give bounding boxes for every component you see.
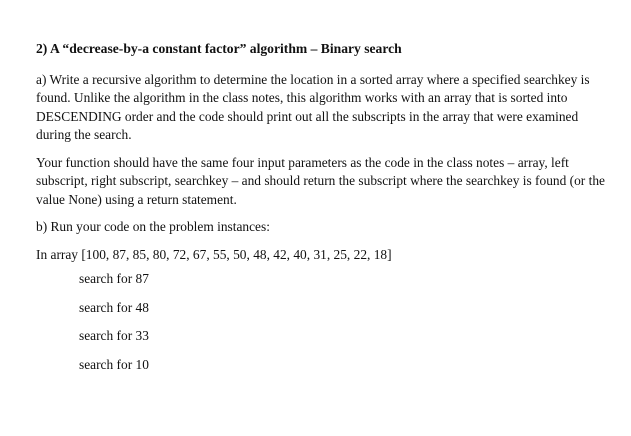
search-instance-48: search for 48 <box>79 299 149 315</box>
search-instances-list <box>36 270 608 384</box>
input-array-line: In array [100, 87, 85, 80, 72, 67, 55, 50, 48, 42, 40, 31, 25, 22, 18] <box>36 246 392 262</box>
function-requirements: Your function should have the same four input parameters as the code in the class notes – array, left subscript, right subscript, searchkey – and should return the subscript where the searchkey is found (or the value None) using a return statement. <box>36 154 605 207</box>
part-b-instructions: b) Run your code on the problem instances: <box>36 219 270 234</box>
search-instance-87: search for 87 <box>79 271 149 286</box>
document-page <box>36 40 608 384</box>
part-a-instructions: a) Write a recursive algorithm to determine the location in a sorted array where a specified searchkey is found. Unlike the algorithm in the class notes, this algorithm works with an array that is sorted into DESCENDING order and the code should print out all the subscripts in the array that were examined during the search. <box>36 71 590 142</box>
search-instance-10: search for 10 <box>79 356 149 372</box>
problem-heading: 2) A “decrease-by-a constant factor” algorithm – Binary search <box>36 41 402 56</box>
search-instance-33: search for 33 <box>79 328 149 343</box>
